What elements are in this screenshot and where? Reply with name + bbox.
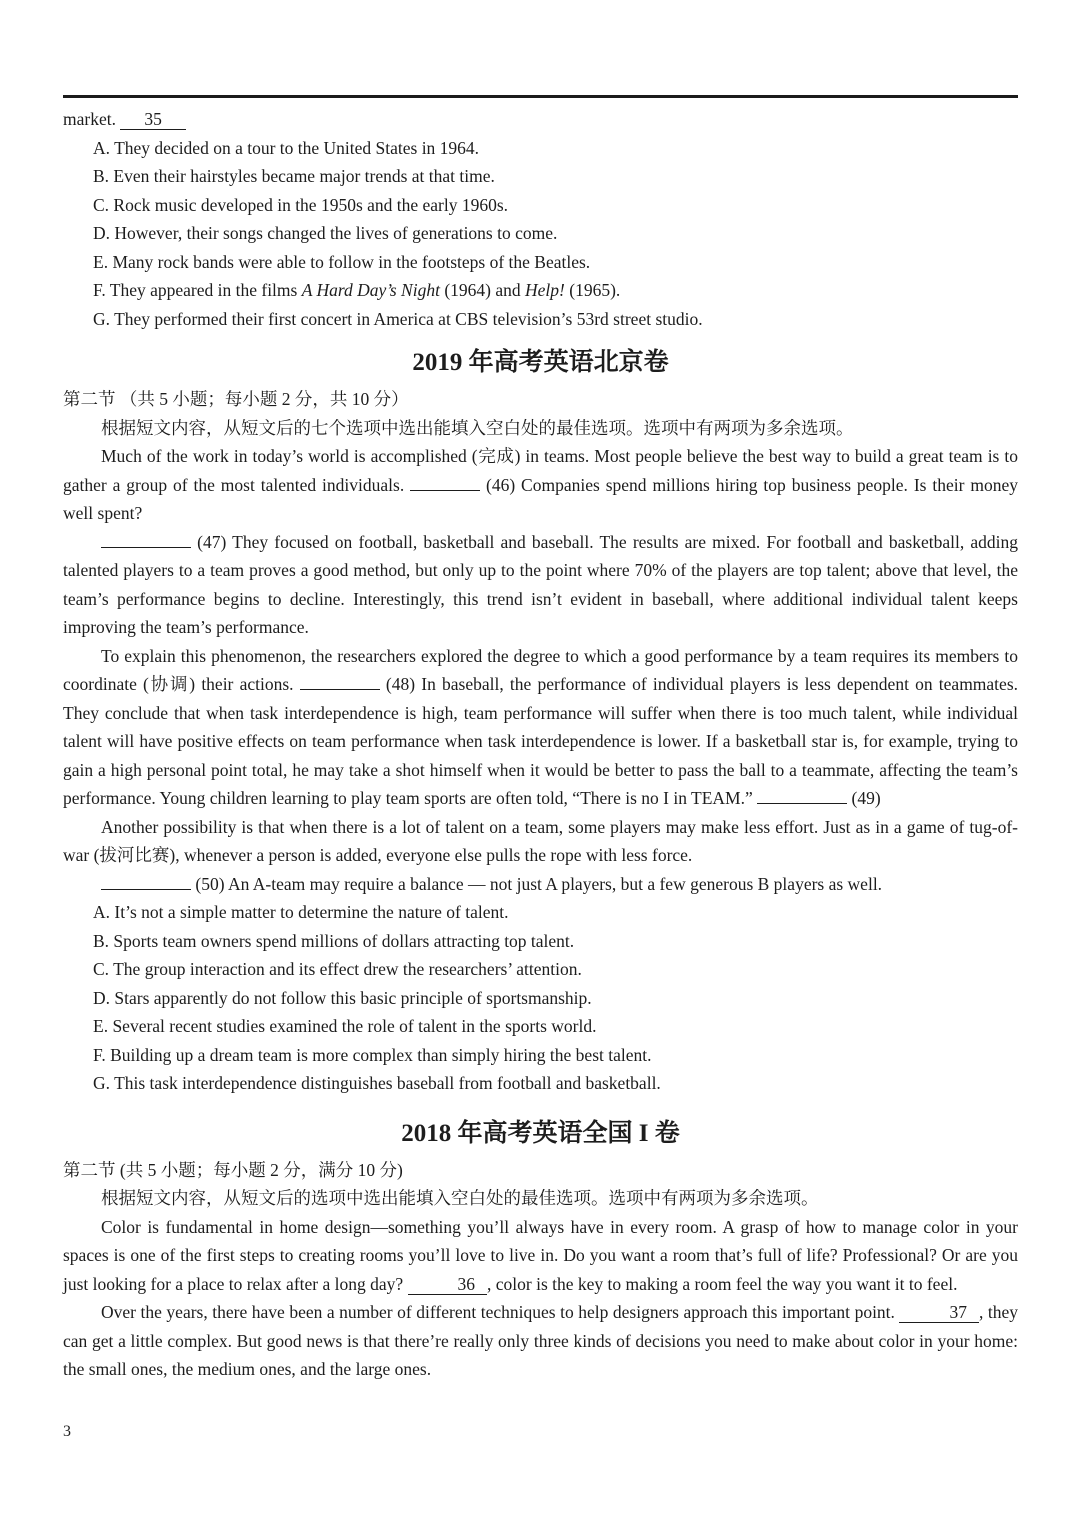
instruction-2018: 根据短文内容，从短文后的选项中选出能填入空白处的最佳选项。选项中有两项为多余选项。 bbox=[101, 1188, 819, 1208]
section-heading-2019: 第二节 （共 5 小题；每小题 2 分，共 10 分） bbox=[63, 389, 409, 409]
option-item-c: C. Rock music developed in the 1950s and the early 1960s. bbox=[93, 194, 509, 215]
option-2019-g: G. This task interdependence distinguishes baseball from football and basketball. bbox=[93, 1073, 661, 1093]
page-header-rule bbox=[63, 95, 1018, 98]
option-item-b: B. Even their hairstyles became major trends at that time. bbox=[93, 166, 495, 186]
page-number: 3 bbox=[63, 1422, 71, 1440]
option-2019-b: B. Sports team owners spend millions of dollars attracting top talent. bbox=[93, 930, 575, 951]
passage-2019-paragraph-5: (50) An A-team may require a balance — not just A players, but a few generous B players as well. bbox=[63, 870, 1018, 899]
italic-text: Help! bbox=[525, 280, 565, 300]
paper-title-2018: 2018 年高考英语全国 I 卷 bbox=[401, 1119, 680, 1147]
beatles-options-list bbox=[63, 134, 1018, 334]
instruction-2019: 根据短文内容，从短文后的七个选项中选出能填入空白处的最佳选项。选项中有两项为多余选项。 bbox=[101, 417, 854, 438]
fill-in-blank-line bbox=[410, 477, 480, 491]
fill-in-blank-line bbox=[757, 790, 847, 804]
passage-2019 bbox=[63, 442, 1018, 898]
passage-2019-paragraph-4: Another possibility is that when there is a lot of talent on a team, some players may make less effort. Just as in a game of tug-of-war (拔河比赛), whenever a person is added, everyone else pulls the rope with less force. bbox=[63, 816, 1018, 865]
passage-2019-paragraph-3: To explain this phenomenon, the researchers explored the degree to which a good performance by a team requires its members to coordinate (协调) their actions. (48) In baseball, the performance of individual players is less dependent on teammates. They conclude that when task interdependence is high, team performance will suffer when there is too much talent, while individual talent will have positive effects on team performance when task interdependence is lower. If a basketball star is, for example, trying to gain a high personal point total, he may take a shot himself when it would be better to pass the ball to a teammate, affecting the team’s performance. Young children learning to play team sports are often told, “There is no I in TEAM.” (49) bbox=[63, 645, 1019, 808]
option-2019-f: F. Building up a dream team is more complex than simply hiring the best talent. bbox=[93, 1044, 652, 1065]
passage-2019-paragraph-2: (47) They focused on football, basketball and baseball. The results are mixed. For football and basketball, adding talented players to a team proves a good method, but only up to the point where 70% of the players are top talent; above that level, the team’s performance begins to decline. Interestingly, this trend isn’t evident in baseball, where additional individual talent keeps improving the team’s performance. bbox=[63, 531, 1018, 637]
passage-2018 bbox=[63, 1213, 1018, 1384]
italic-text: A Hard Day’s Night bbox=[301, 280, 440, 300]
option-2019-d: D. Stars apparently do not follow this basic principle of sportsmanship. bbox=[93, 987, 592, 1008]
numbered-blank: 37 bbox=[899, 1302, 979, 1323]
option-2019-e: E. Several recent studies examined the role of talent in the sports world. bbox=[93, 1016, 597, 1036]
option-item-a: A. They decided on a tour to the United States in 1964. bbox=[93, 137, 480, 158]
option-2019-c: C. The group interaction and its effect drew the researchers’ attention. bbox=[93, 959, 582, 979]
option-2019-a: A. It’s not a simple matter to determine the nature of talent. bbox=[93, 902, 509, 922]
numbered-blank: 36 bbox=[408, 1274, 488, 1295]
option-item-d: D. However, their songs changed the lives of generations to come. bbox=[93, 223, 558, 243]
passage-2018-paragraph-2: Over the years, there have been a number of different techniques to help designers approach this important point. 37 , they can get a little complex. But good news is that there’re really only three kinds of decisions you need to make about color in your home: the small ones, the medium ones, and the large ones. bbox=[63, 1302, 1018, 1379]
option-item-g: G. They performed their first concert in America at CBS television’s 53rd street studio. bbox=[93, 308, 703, 329]
passage-2019-paragraph-1: Much of the work in today’s world is accomplished (完成) in teams. Most people believe the best way to build a great team is to gather a group of the most talented individuals. (46) Companies spend millions hiring top business people. Is their money well spent? bbox=[63, 446, 1018, 523]
fill-in-blank-line bbox=[101, 876, 191, 890]
options-2019-list bbox=[63, 898, 1018, 1098]
paper-title-2019: 2019 年高考英语北京卷 bbox=[412, 349, 669, 376]
option-item-f: F. They appeared in the films A Hard Day’s Night (1964) and Help! (1965). bbox=[93, 280, 621, 300]
fill-in-blank-line bbox=[101, 534, 191, 548]
fragment-lead-line: market. 35 bbox=[63, 105, 1018, 134]
option-item-e: E. Many rock bands were able to follow in the footsteps of the Beatles. bbox=[93, 251, 591, 272]
numbered-blank: 35 bbox=[120, 109, 186, 130]
fill-in-blank-line bbox=[300, 676, 380, 690]
section-heading-2018: 第二节 (共 5 小题；每小题 2 分，满分 10 分) bbox=[63, 1159, 403, 1180]
passage-2018-paragraph-1: Color is fundamental in home design—something you’ll always have in every room. A grasp of how to manage color in your spaces is one of the first steps to creating rooms you’ll love to live in. Do you want a room that’s full of life? Professional? Or are you just looking for a place to relax after a long day? 36 , color is the key to making a room feel the way you want it to feel. bbox=[63, 1216, 1018, 1294]
